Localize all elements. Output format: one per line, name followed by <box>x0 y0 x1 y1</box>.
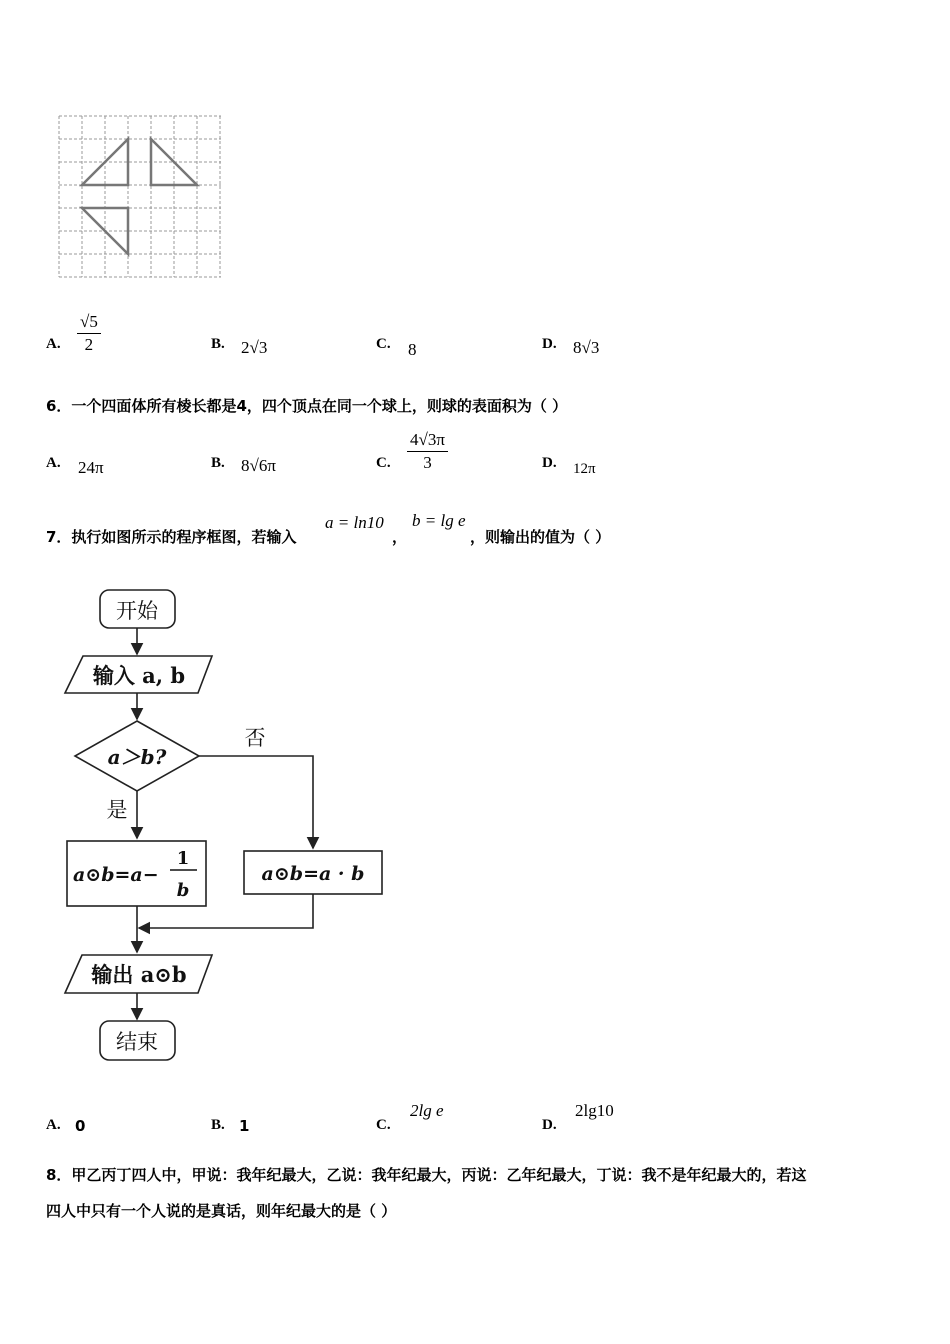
flowchart-output-label: 输出 a⊙b <box>91 962 187 987</box>
q6-option-a-label[interactable]: A. <box>46 455 61 471</box>
q6-option-a-value: 24π <box>78 458 104 477</box>
q7-text-end: ，则输出的值为（ ） <box>470 528 611 546</box>
q6-option-d-label[interactable]: D. <box>542 455 557 471</box>
q5-option-d-label[interactable]: D. <box>542 336 557 352</box>
q5-option-c-value: 8 <box>408 340 417 359</box>
q6-option-b-value: 8√6π <box>241 456 276 475</box>
q5-option-a-den: 2 <box>84 335 94 354</box>
q5-option-c-label[interactable]: C. <box>376 336 391 352</box>
flowchart-decision-label: a＞b? <box>107 745 167 769</box>
q5-option-b-value: 2√3 <box>241 338 268 357</box>
q6-option-d-value: 12π <box>573 461 596 477</box>
q7-text-start: 7．执行如图所示的程序框图，若输入 <box>46 528 297 546</box>
q5-option-a-label[interactable]: A. <box>46 336 61 352</box>
flowchart-input-label: 输入 a, b <box>92 663 186 688</box>
q7-option-c-label[interactable]: C. <box>376 1117 391 1133</box>
q7-option-d-value: 2lg10 <box>575 1101 614 1120</box>
q6-option-b-label[interactable]: B. <box>211 455 225 471</box>
q8-line1: 8．甲乙丙丁四人中，甲说：我年纪最大，乙说：我年纪最大，丙说：乙年纪最大，丁说：我不是年纪最大的，若这 <box>46 1166 807 1184</box>
q7-option-d-label[interactable]: D. <box>542 1117 557 1133</box>
q8-line2: 四人中只有一个人说的是真话，则年纪最大的是（ ） <box>46 1202 397 1220</box>
q6-option-c-den: 3 <box>423 453 432 472</box>
q7-input-a: a = ln10 <box>325 513 384 532</box>
q7-flowchart <box>55 580 400 1070</box>
q7-option-b-label[interactable]: B. <box>211 1117 225 1133</box>
flowchart-yes-branch-den: b <box>176 880 190 901</box>
flowchart-yes-branch-lhs: a⊙b=a− <box>73 864 159 886</box>
q7-input-b: b = lg e <box>412 511 466 530</box>
q7-option-c-value: 2lg e <box>410 1101 444 1120</box>
q7-option-b-value: 1 <box>239 1117 250 1135</box>
flowchart-start-label: 开始 <box>116 599 158 623</box>
flowchart-yes-label: 是 <box>106 798 128 822</box>
q7-option-a-label[interactable]: A. <box>46 1117 61 1133</box>
flowchart-end-label: 结束 <box>116 1030 158 1054</box>
flowchart-yes-branch-num: 1 <box>176 848 190 869</box>
q6-option-c-label[interactable]: C. <box>376 455 391 471</box>
q7-comma: ， <box>392 528 408 546</box>
q5-option-d-value: 8√3 <box>573 338 600 357</box>
q5-option-b-label[interactable]: B. <box>211 336 225 352</box>
q6-option-c-value <box>407 430 448 473</box>
q5-option-a-num: √5 <box>77 312 101 334</box>
flowchart-no-branch-label: a⊙b=a · b <box>261 863 365 885</box>
three-view-grid-figure <box>56 113 224 283</box>
q6-text: 6．一个四面体所有棱长都是4，四个顶点在同一个球上，则球的表面积为（ ） <box>46 397 568 415</box>
q6-option-c-num: 4√3π <box>407 430 448 452</box>
q7-option-a-value: 0 <box>75 1117 86 1135</box>
q5-option-a-value <box>77 312 101 355</box>
flowchart-no-label: 否 <box>244 726 266 750</box>
